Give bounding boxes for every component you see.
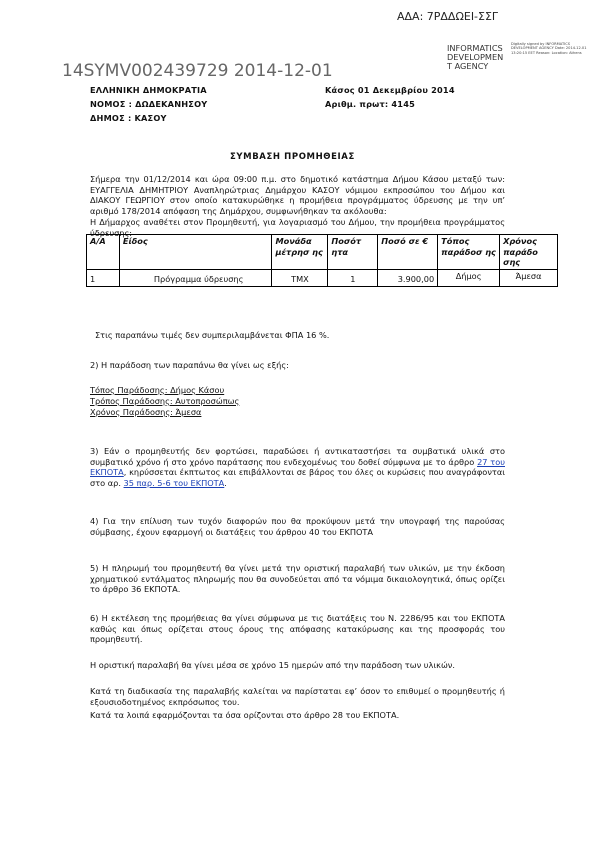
- cell-delivery-time: Άμεσα: [500, 269, 558, 286]
- col-header-amount: Ποσό σε €: [378, 235, 438, 270]
- cell-unit: ΤΜΧ: [272, 269, 328, 286]
- acceptance-procedure-paragraph: Κατά τη διαδικασία της παραλαβής καλείται να παρίσταται εφ’ όσον το επιθυμεί ο προμηθευτής ή εξουσιοδοτημένος εκπρόσωπος του.: [90, 686, 505, 707]
- cell-aa: 1: [87, 269, 120, 286]
- header-country: ΕΛΛΗΝΙΚΗ ΔΗΜΟΚΡΑΤΙΑ: [90, 85, 207, 95]
- document-title: ΣΥΜΒΑΣΗ ΠΡΟΜΗΘΕΙΑΣ: [230, 152, 355, 162]
- col-header-item: Είδος: [119, 235, 272, 270]
- document-id: 14SYMV002439729 2014-12-01: [62, 61, 333, 81]
- table-header-row: [87, 235, 558, 270]
- delivery-place: Τόπος Παράδοσης: Δήμος Κάσου: [90, 385, 225, 395]
- final-acceptance-paragraph: Η οριστική παραλαβή θα γίνει μέσα σε χρόνο 15 ημερών από την παράδοση των υλικών.: [90, 660, 455, 670]
- clause-6: 6) Η εκτέλεση της προμήθειας θα γίνει σύμφωνα με τις διατάξεις του Ν. 2286/95 και του ΕΚΠΟΤΑ καθώς και όπως ορίζεται στους όρους της απόφασης κατακύρωσης και της προσφοράς του προμηθευτή.: [90, 613, 505, 645]
- col-header-quantity: Ποσότ ητα: [328, 235, 378, 270]
- delivery-time: Χρόνος Παράδοσης: Άμεσα: [90, 407, 202, 417]
- items-table: [86, 234, 558, 287]
- signature-details: Digitally signed by INFORMATICS DEVELOPMENT AGENCY Date: 2014.12.01 13:20:15 EET Reason: Location: Athens: [511, 42, 587, 55]
- col-header-delivery-time: Χρόνος παράδο σης: [500, 235, 558, 270]
- clause-4: 4) Για την επίλυση των τυχόν διαφορών που θα προκύψουν μετά την υπογραφή της παρούσας σύμβασης, έχουν εφαρμογή οι διατάξεις του άρθρου 40 του ΕΚΠΟΤΑ: [90, 516, 505, 537]
- header-prefecture: ΝΟΜΟΣ : ΔΩΔΕΚΑΝΗΣΟΥ: [90, 99, 208, 109]
- header-municipality: ΔΗΜΟΣ : ΚΑΣΟΥ: [90, 113, 167, 123]
- article-35-link[interactable]: 35 παρ. 5-6 του ΕΚΠΟΤΑ: [123, 477, 225, 488]
- cell-item: Πρόγραμμα ύδρευσης: [119, 269, 272, 286]
- delivery-intro: 2) Η παράδοση των παραπάνω θα γίνει ως εξής:: [90, 360, 289, 370]
- closing-paragraph: Κατά τα λοιπά εφαρμόζονται τα όσα ορίζονται στο άρθρο 28 του ΕΚΠΟΤΑ.: [90, 710, 400, 720]
- table-row: [87, 269, 558, 286]
- vat-note: Στις παραπάνω τιμές δεν συμπεριλαμβάνεται ΦΠΑ 16 %.: [95, 330, 330, 340]
- header-date: Κάσος 01 Δεκεμβρίου 2014: [325, 85, 455, 95]
- col-header-unit: Μονάδα μέτρησ ης: [272, 235, 328, 270]
- clause-3-text-a: 3) Εάν ο προμηθευτής δεν φορτώσει, παραδώσει ή αντικαταστήσει τα συμβατικά υλικά στο συμβατικό χρόνο ή στο χρόνο παράτασης που ενδεχομένως του δοθεί σύμφωνα με το άρθρο: [90, 446, 505, 467]
- delivery-method: Τρόπος Παράδοσης: Αυτοπροσώπως: [90, 396, 240, 406]
- clause-3-text-c: .: [224, 477, 227, 488]
- cell-delivery-place: Δήμος: [438, 269, 500, 286]
- clause-3-text-b: , κηρύσσεται έκπτωτος και επιβάλλονται σε βάρος του όλες οι κυρώσεις που αναγράφονται στο αρ.: [90, 467, 505, 488]
- cell-quantity: 1: [328, 269, 378, 286]
- article-27-link[interactable]: 27 του ΕΚΠΟΤΑ: [90, 456, 505, 478]
- clause-5: 5) Η πληρωμή του προμηθευτή θα γίνει μετά την οριστική παραλαβή των υλικών, με την έκδοση χρηματικού εντάλματος πληρωμής που θα συνοδεύεται από τα νόμιμα δικαιολογητικά, όπως ορίζει το άρθρο 36 ΕΚΠΟΤΑ.: [90, 563, 505, 595]
- clause-3: [90, 446, 505, 488]
- col-header-delivery-place: Τόπος παράδοσ ης: [438, 235, 500, 270]
- intro-paragraph: Σήμερα την 01/12/2014 και ώρα 09:00 π.μ. στο δημοτικό κατάστημα Δήμου Κάσου μεταξύ των: ΕΥΑΓΓΕΛΙΑ ΔΗΜΗΤΡΙΟΥ Αναπληρώτριας Δημάρχου ΚΑΣΟΥ νόμιμου εκπροσώπου του Δήμου και ΔΙΑΚΟΥ ΓΕΩΡΓΙΟΥ στον οποίο κατακυρώθηκε η προμήθεια προγράμματος ύδρευσης με την υπ’ αριθμό 178/2014 απόφαση της Δημάρχου, συμφωνήθηκαν τα ακόλουθα:: [90, 174, 505, 216]
- col-header-aa: Α/Α: [87, 235, 120, 270]
- header-protocol-number: Αριθμ. πρωτ: 4145: [325, 99, 415, 109]
- assignment-paragraph: Η Δήμαρχος αναθέτει στον Προμηθευτή, για λογαριασμό του Δήμου, την προμήθεια προγράμματος ύδρευσης:: [90, 217, 505, 238]
- ada-code: ΑΔΑ: 7ΡΔΔΩΕΙ-ΣΣΓ: [397, 10, 499, 23]
- cell-amount: 3.900,00: [378, 269, 438, 286]
- signature-organization: INFORMATICS DEVELOPMEN T AGENCY: [447, 43, 504, 71]
